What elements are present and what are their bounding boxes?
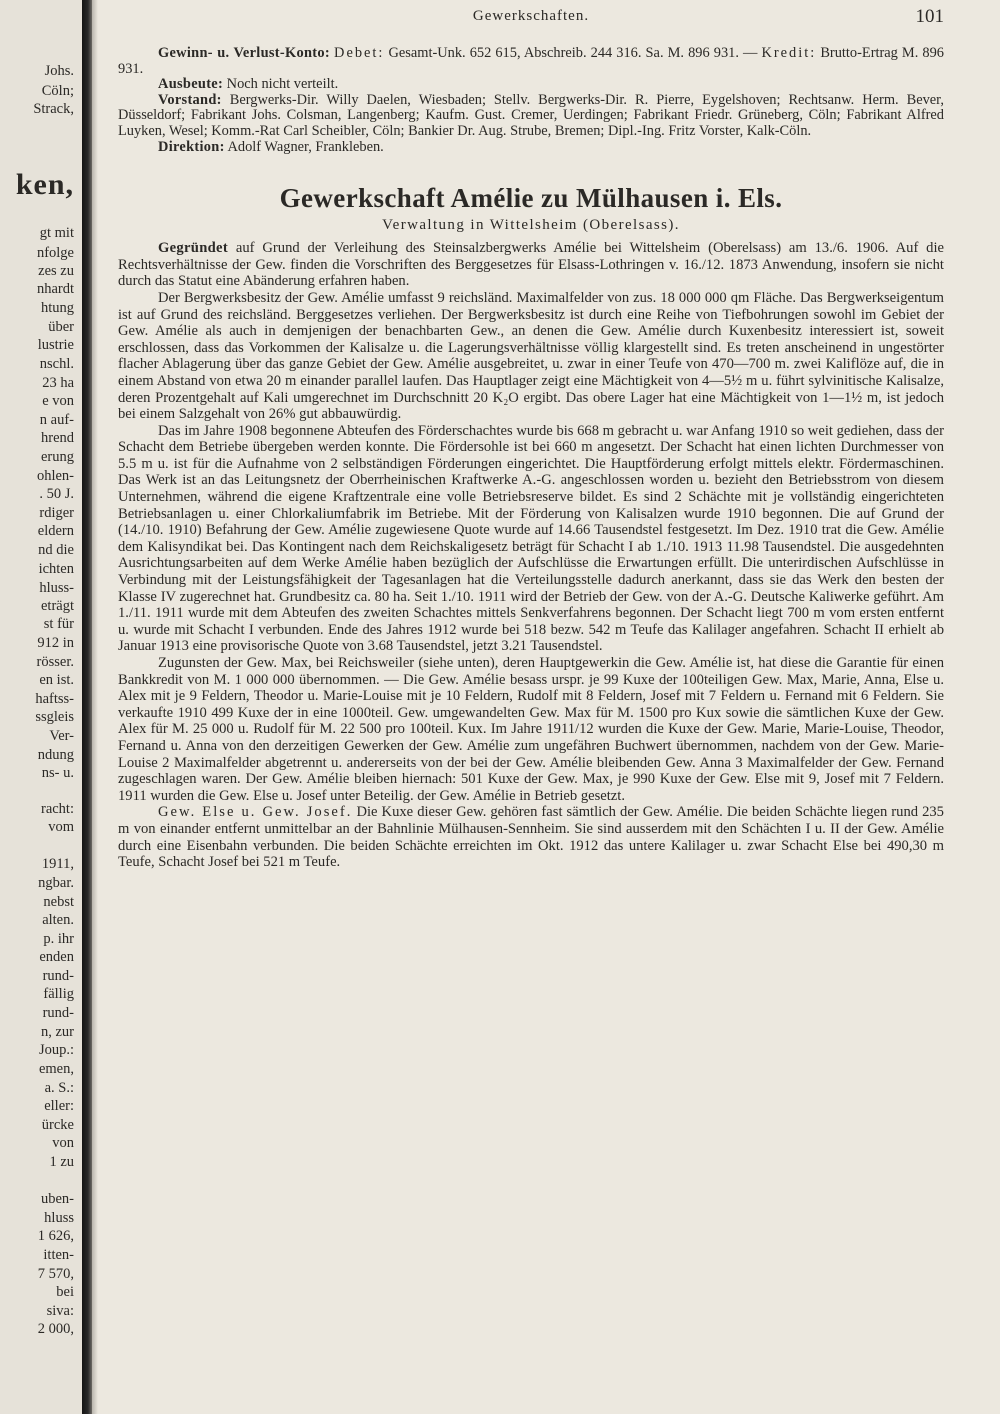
else-josef-paragraph <box>118 804 944 870</box>
left-page-fragment: n, zur <box>40 1024 74 1040</box>
direktion-label: Direktion: <box>158 138 225 155</box>
left-page-fragment: Johs. <box>44 63 74 79</box>
left-page-fragment: Joup.: <box>38 1042 74 1058</box>
left-page-fragment: 1911, <box>41 856 74 872</box>
left-page-fragment: lustrie <box>37 337 74 353</box>
left-page-fragment: nd die <box>38 542 74 558</box>
left-page-fragment: siva: <box>46 1303 74 1319</box>
gegruendet-paragraph <box>118 240 944 290</box>
left-page-fragment: uben- <box>40 1191 74 1207</box>
left-page-fragment: ohlen- <box>36 468 74 484</box>
left-page-fragment: nschl. <box>39 356 74 372</box>
left-page-fragment: en ist. <box>39 672 74 688</box>
left-page-fragment: ken, <box>15 168 74 201</box>
left-page-fragment: nhardt <box>36 281 74 297</box>
gewinn-label: Gewinn- u. Verlust-Konto: <box>158 45 330 61</box>
abteufen-paragraph: Das im Jahre 1908 begonnene Abteufen des Förderschachtes wurde bis 668 m gebracht u. war Anfang 1910 so weit gediehen, dass der Schacht dem Betriebe übergeben werden konnte. Die Fördersohle ist bei 660 m angesetzt. Der Schacht hat einen lichten Durchmesser von 5.5 m u. ist für die Aufnahme von 2 selbständigen Förderungen eingerichtet. Die Hauptförderung erfolgt mittels elektr. Fördermaschinen. Das Werk ist an das Leitungsnetz der Oberrheinischen Kraftwerke A.-G. angeschlossen worden u. bezieht den Betriebsstrom von diesem Unternehmen, während die eigene Kraftzentrale eine volle Betriebsreserve bildet. Es sind 2 Schächte mit je vollständig eingerichteten Betriebsanlagen u. einer Chlorkaliumfabrik im Betriebe. Mit der Förderung von Kalisalzen wurde 1910 begonnen. Die auf Grund der (14./10. 1910) Befahrung der Gew. Amélie zugewiesene Quote wurde auf 14.66 Tausendstel festgesetzt. Im Dez. 1910 trat die Gew. Amélie dem Kalisyndikat bei. Das Kontingent nach dem Reichskaligesetz beträgt für Schacht I ab 1./10. 1913 11.98 Tausendstel. Die ausgedehnten Ausrichtungsarbeiten auf dem Werke Amélie haben bezüglich der Aufschlüsse die Erwartungen erfüllt. Die unterirdischen Aufschlüsse in Verbindung mit der Leistungsfähigkeit der Tagesanlagen hat die Verteilungsstelle dadurch anerkannt, dass sie das Werk den besten der Klasse IV zugerechnet hat. Grundbesitz ca. 80 ha. Seit 1./10. 1911 wird der Betrieb der Gew. von der A.-G. Deutsche Kaliwerke geführt. Am 1./11. 1911 wurde mit dem Abteufen des zweiten Schachtes mittels Senkverfahrens begonnen. Der Schacht liegt 700 m vom ersten entfernt u. wurde mit Schacht I verbunden. Ende des Jahres 1912 wurde bei 518 bezw. 542 m Teufe das Kalilager angefahren. Schacht II erhielt ab Januar 1913 eine provisorische Quote von 3.68 Tausendstel, jetzt 3.21 Tausendstel. <box>118 422 944 655</box>
left-page-fragment: ndung <box>37 747 74 763</box>
entry-body <box>118 240 944 871</box>
else-josef-label: Gew. Else u. Gew. Josef. <box>158 804 353 821</box>
left-page-fragment: Strack, <box>33 101 74 117</box>
left-page-fragment: Ver- <box>49 728 74 744</box>
left-page-fragment: racht: <box>40 801 74 817</box>
gew-max-paragraph: Zugunsten der Gew. Max, bei Reichsweiler (siehe unten), deren Hauptgewerkin die Gew. Amélie ist, hat diese die Garantie für einen Bankkredit von M. 1 000 000 übernommen. — Die Gew. Amélie besass urspr. je 99 Kuxe der 100teiligen Gew. Max, Marie, Anna, Else u. Alex mit je 9 Feldern, Theodor u. Marie-Louise mit je 10 Feldern, Rudolf mit 8 Feldern, Josef mit 7 Feldern u. Fernand mit 6 Feldern. Sie verkaufte 1910 499 Kuxe der in eine 1000teil. Gew. umgewandelten Gew. Max für M. 1500 pro Kux sowie die sämtlichen Kuxe der Gew. Alex für M. 25 000 u. Rudolf für M. 22 500 pro 100teil. Kux. Im Jahre 1911/12 wurden die Kuxe der Gew. Marie, Marie-Louise, Theodor, Fernand u. Anna von den derzeitigen Gewerken der Gew. Amélie zum ungefähren Buchwert übernommen, nachdem von der Gew. Marie-Louise 2 Maximalfelder abgetrennt u. andererseits von der bei der Gew. Amélie bleibenden Gew. Anna 3 Maximalfelder der Gew. Fernand zugeschlagen waren. Der Gew. Amélie bleiben hiernach: 501 Kuxe der Gew. Max, je 990 Kuxe der Gew. Else mit 9, Josef mit 7 Feldern. 1911 wurden die Gew. Else u. Josef unter Beteilig. der Gew. Amélie in Betrieb gesetzt. <box>118 655 944 804</box>
left-page-fragment: 912 in <box>37 635 74 651</box>
else-josef-text: Die Kuxe dieser Gew. gehören fast sämtlich der Gew. Amélie. Die beiden Schächte liegen rund 235 m von einander entfernt unmittelbar an der Bahnlinie Mülhausen-Sennheim. Sie sind ausserdem mit den Schächten I u. II der Gew. Amélie durch eine Eisenbahn verbunden. Die beiden Schächte erreichten im Okt. 1912 das untere Kalilager u. zwar Schacht Else bei 490,30 m Teufe, Schacht Josef bei 521 m Teufe. <box>118 804 944 871</box>
left-page-fragment: nfolge <box>36 245 74 261</box>
running-header <box>118 8 944 36</box>
left-page-fragment: zes zu <box>38 263 74 279</box>
left-page-fragment: n auf- <box>39 412 74 428</box>
debet-text: Gesamt-Unk. 652 615, Abschreib. 244 316. Sa. M. 896 931. — <box>388 45 762 61</box>
left-page-fragment: enden <box>39 949 74 965</box>
previous-entry <box>118 46 944 155</box>
left-page-fragment: ichten <box>38 561 74 577</box>
left-page-fragment: Cöln; <box>41 83 74 99</box>
left-page-fragment: hluss- <box>39 580 74 596</box>
left-page-fragment: eldern <box>37 523 74 539</box>
ausbeute-text: Noch nicht verteilt. <box>226 76 339 93</box>
kredit-text: Brutto-Ertrag M. 896 931. <box>118 45 944 77</box>
gewinn-paragraph <box>118 46 944 77</box>
left-page-fragment: 1 zu <box>49 1154 74 1170</box>
bergwerksbesitz-paragraph: Der Bergwerksbesitz der Gew. Amélie umfasst 9 reichsländ. Maximalfelder von zus. 18 000 000 qm Fläche. Das Bergwerkseigentum ist auf Grund des reichsländ. Berggesetzes verliehen. Der Bergwerksbesitz ist durch eine Reihe von Tiefbohrungen sowohl im Gebiet der Gew. Amélie als auch in demjenigen der benachbarten Gew., an denen die Gew. Amélie durch Kuxenbesitz interessiert ist, soweit erschlossen, dass das Vorkommen der Kalisalze u. die Lagerungsverhältnisse völlig klargestellt sind. Es treten anscheinend in ungestörter flacher Ablagerung über das ganze Gebiet der Gew. Amélie ausgebreitet, u. zwar in einer Teufe von 470—700 m. zwei Kaliflöze auf, die in einem Abstand von etwa 20 m einander parallel laufen. Das Hauptlager zeigt eine Mächtigkeit von 4—5½ m u. führt sylvinitische Kalisalze, deren Prozentgehalt auf Kali umgerechnet im Durchschnitt 20 K₂O ergibt. Das obere Lager hat eine Mächtigkeit von 1—1½ m, ist jedoch bei einem Salzgehalt von 26% gut abbauwürdig. <box>118 289 944 423</box>
left-page-strip <box>0 0 82 1414</box>
left-page-fragment: von <box>52 1135 74 1151</box>
left-page-fragment: über <box>48 319 74 335</box>
gegruendet-label: Gegründet <box>158 240 228 257</box>
left-page-fragment: vom <box>48 819 74 835</box>
left-page-fragment: hrend <box>40 430 74 446</box>
left-page-fragment: rdiger <box>39 505 74 521</box>
left-page-fragment: ns- u. <box>41 765 74 781</box>
page-number: 101 <box>915 6 944 27</box>
left-page-fragment: 1 626, <box>37 1228 74 1244</box>
document-page <box>118 8 944 871</box>
left-page-fragment: gt mit <box>39 225 74 241</box>
left-page-fragment: itten- <box>43 1247 74 1263</box>
left-page-fragment: htung <box>40 300 74 316</box>
book-gutter <box>82 0 92 1414</box>
vorstand-text: Bergwerks-Dir. Willy Daelen, Wiesbaden; Stellv. Bergwerks-Dir. R. Pierre, Eygelshoven; Rechtsanw. Herm. Bever, Düsseldorf; Fabrikant Johs. Colsman, Langenberg; Kaufm. Gust. Cremer, Uerdingen; Fabrikant Friedr. Grüneberg, Cöln; Fabrikant Alfred Luyken, Wesel; Komm.-Rat Carl Scheibler, Cöln; Bankier Dr. Aug. Strube, Bremen; Dipl.-Ing. Fritz Vorster, Kalk-Cöln. <box>118 91 944 139</box>
left-page-fragment: 7 570, <box>37 1266 74 1282</box>
left-page-fragment: rund- <box>42 968 74 984</box>
left-page-fragment: alten. <box>42 912 74 928</box>
left-page-fragment: erung <box>40 449 74 465</box>
kredit-label: Kredit: <box>761 45 817 61</box>
ausbeute-label: Ausbeute: <box>158 76 224 93</box>
ausbeute-paragraph <box>118 77 944 93</box>
vorstand-paragraph <box>118 93 944 140</box>
gegruendet-text: auf Grund der Verleihung des Steinsalzbergwerks Amélie bei Wittelsheim (Oberelsass) am 13./6. 1906. Auf die Rechtsverhältnisse der Gew. finden die Vorschriften des Berggesetzes für Elsass-Lothringen v. 16./12. 1873 Anwendung, insofern sie nicht durch das Statut eine Abänderung erfahren haben. <box>118 240 945 290</box>
running-title: Gewerkschaften. <box>472 8 590 24</box>
left-page-fragment: ürcke <box>41 1117 74 1133</box>
left-page-fragment: eller: <box>44 1098 74 1114</box>
debet-label: Debet: <box>334 45 385 61</box>
left-page-fragment: 23 ha <box>42 375 74 391</box>
left-page-fragment: . 50 J. <box>39 486 74 502</box>
left-page-fragment: e von <box>42 393 74 409</box>
left-page-fragment: st für <box>43 616 74 632</box>
direktion-text: Adolf Wagner, Frankleben. <box>227 138 384 155</box>
vorstand-label: Vorstand: <box>158 91 222 108</box>
left-page-fragment: p. ihr <box>43 931 74 947</box>
direktion-paragraph <box>118 140 944 156</box>
left-page-fragment: a. S.: <box>44 1080 74 1096</box>
left-page-fragment: haftss- <box>35 691 74 707</box>
left-page-fragment: rösser. <box>36 654 74 670</box>
entry-subtitle: Verwaltung in Wittelsheim (Oberelsass). <box>382 217 680 234</box>
left-page-fragment: fällig <box>43 986 74 1002</box>
left-page-fragment: emen, <box>38 1061 74 1077</box>
left-page-fragment: 2 000, <box>37 1321 74 1337</box>
page-curl-shadow <box>92 0 98 1414</box>
left-page-fragment: rund- <box>42 1005 74 1021</box>
left-page-fragment: hluss <box>44 1210 74 1226</box>
entry-title: Gewerkschaft Amélie zu Mülhausen i. Els. <box>279 183 783 214</box>
left-page-fragment: ngbar. <box>38 875 74 891</box>
left-page-fragment: eträgt <box>40 598 74 614</box>
left-page-fragment: nebst <box>43 894 74 910</box>
left-page-fragment: bei <box>56 1284 74 1300</box>
left-page-fragment: ssgleis <box>35 709 74 725</box>
